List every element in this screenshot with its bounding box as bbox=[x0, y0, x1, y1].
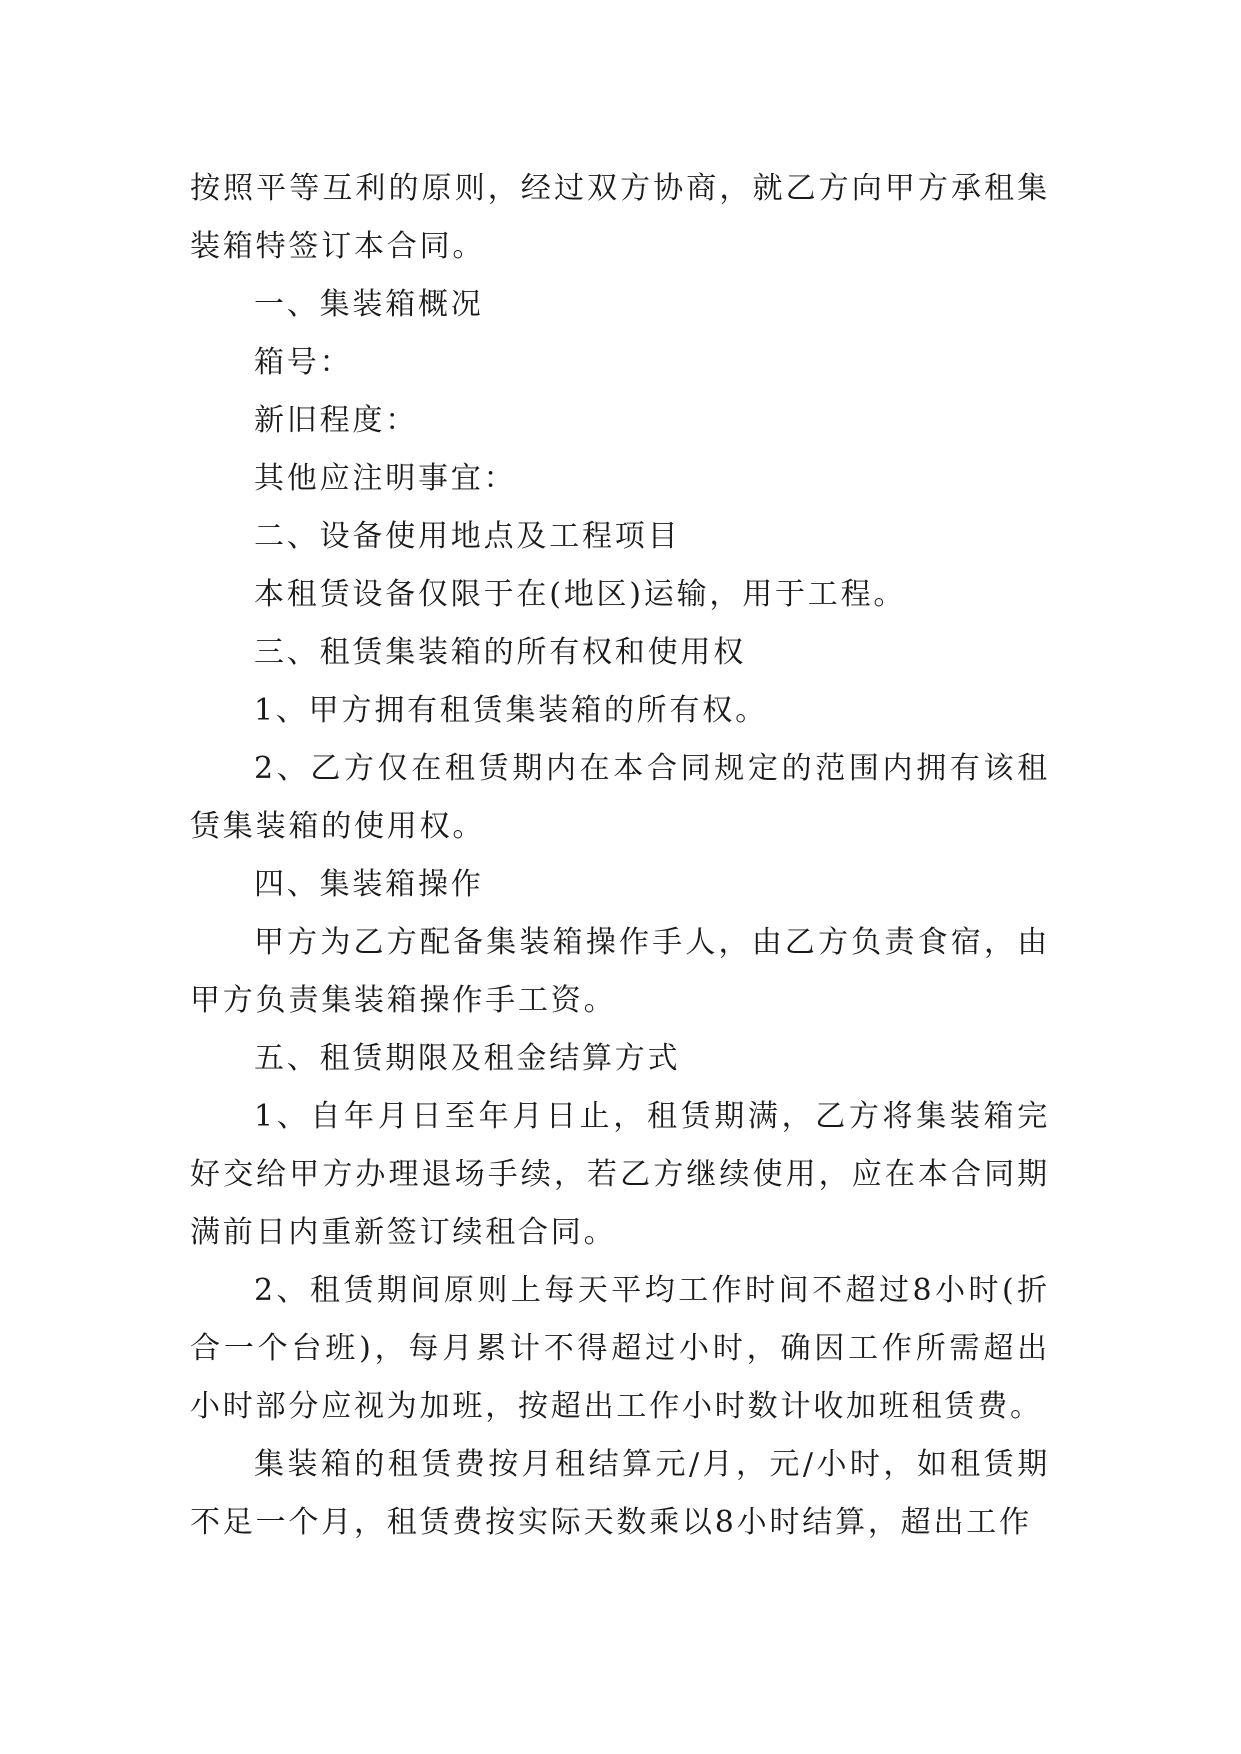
paragraph: 四、集装箱操作 bbox=[254, 867, 484, 902]
paragraph: 箱号： bbox=[254, 345, 353, 380]
paragraph: 五、租赁期限及租金结算方式 bbox=[254, 1041, 681, 1076]
paragraph: 1、自年月日至年月日止，租赁期满，乙方将集装箱完好交给甲方办理退场手续，若乙方继续使用，应在本合同期满前日内重新签订续租合同。 bbox=[190, 1099, 1050, 1250]
paragraph: 三、租赁集装箱的所有权和使用权 bbox=[254, 635, 746, 670]
document-body bbox=[190, 160, 1050, 1552]
paragraph: 其他应注明事宜： bbox=[254, 461, 517, 496]
paragraph: 集装箱的租赁费按月租结算元/月，元/小时，如租赁期不足一个月，租赁费按实际天数乘以8小时结算，超出工作 bbox=[190, 1447, 1050, 1540]
paragraph: 本租赁设备仅限于在(地区)运输，用于工程。 bbox=[254, 577, 907, 612]
paragraph: 1、甲方拥有租赁集装箱的所有权。 bbox=[254, 693, 768, 728]
paragraph: 按照平等互利的原则，经过双方协商，就乙方向甲方承租集装箱特签订本合同。 bbox=[190, 171, 1050, 264]
paragraph: 2、乙方仅在租赁期内在本合同规定的范围内拥有该租赁集装箱的使用权。 bbox=[190, 751, 1050, 844]
paragraph: 2、租赁期间原则上每天平均工作时间不超过8小时(折合一个台班)，每月累计不得超过小时，确因工作所需超出小时部分应视为加班，按超出工作小时数计收加班租赁费。 bbox=[190, 1273, 1050, 1424]
paragraph: 甲方为乙方配备集装箱操作手人，由乙方负责食宿，由甲方负责集装箱操作手工资。 bbox=[190, 925, 1050, 1018]
paragraph: 二、设备使用地点及工程项目 bbox=[254, 519, 681, 554]
paragraph: 新旧程度： bbox=[254, 403, 418, 438]
paragraph: 一、集装箱概况 bbox=[254, 287, 484, 322]
